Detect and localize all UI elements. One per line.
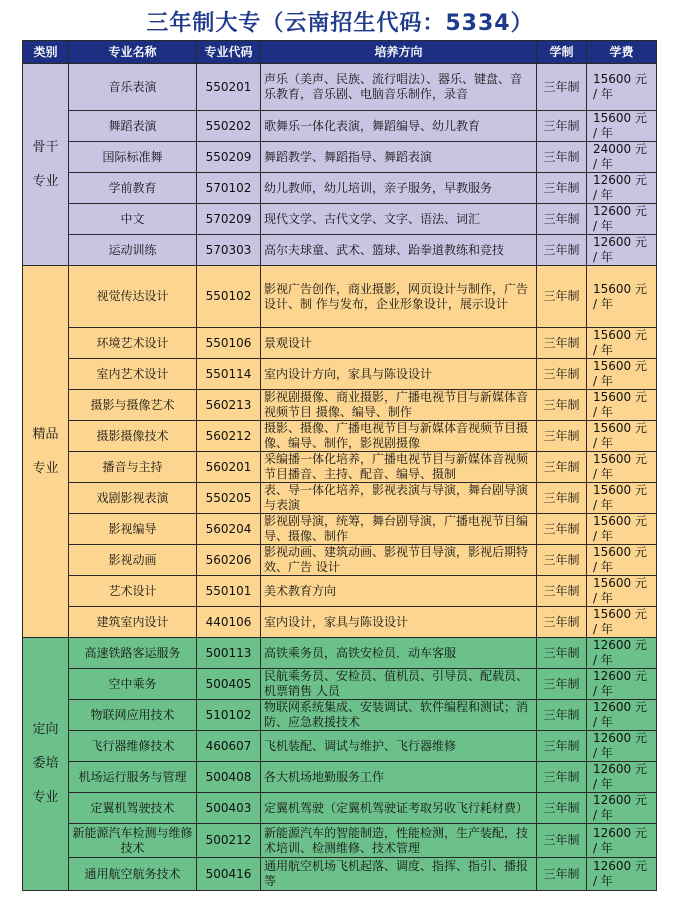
major-name-cell: 戏剧影视表演: [69, 483, 197, 514]
table-row: [23, 452, 657, 483]
tuition-cell: 12600 元 / 年: [587, 235, 657, 266]
table-row: [23, 762, 657, 793]
tuition-cell: 15600 元 / 年: [587, 64, 657, 111]
duration-cell: 三年制: [537, 731, 587, 762]
direction-cell: 表、导一体化培养，影视表演与导演，舞台剧导演与表演: [261, 483, 537, 514]
tuition-cell: 12600 元 / 年: [587, 669, 657, 700]
major-name-cell: 建筑室内设计: [69, 607, 197, 638]
table-row: [23, 514, 657, 545]
table-body: [23, 64, 657, 891]
category-label: 精品: [32, 426, 59, 442]
tuition-cell: 15600 元 / 年: [587, 545, 657, 576]
major-code-cell: 500403: [197, 793, 261, 824]
direction-cell: 民航乘务员、安检员、值机员、引导员、配载员、机票销售 人员: [261, 669, 537, 700]
duration-cell: 三年制: [537, 514, 587, 545]
table-row: [23, 607, 657, 638]
duration-cell: 三年制: [537, 607, 587, 638]
direction-cell: 声乐（美声、民族、流行唱法）、器乐、键盘、音乐教育，音乐剧、电脑音乐制作，录音: [261, 64, 537, 111]
major-code-cell: 560213: [197, 390, 261, 421]
tuition-cell: 12600 元 / 年: [587, 731, 657, 762]
direction-cell: 舞蹈教学、舞蹈指导、舞蹈表演: [261, 142, 537, 173]
duration-cell: 三年制: [537, 576, 587, 607]
major-code-cell: 550209: [197, 142, 261, 173]
major-code-cell: 550101: [197, 576, 261, 607]
duration-cell: 三年制: [537, 111, 587, 142]
major-code-cell: 570303: [197, 235, 261, 266]
tuition-cell: 15600 元 / 年: [587, 359, 657, 390]
major-code-cell: 550102: [197, 266, 261, 328]
major-name-cell: 飞行器维修技术: [69, 731, 197, 762]
direction-cell: 影视剧导演，统筹，舞台剧导演，广播电视节目编导、摄像、制作: [261, 514, 537, 545]
tuition-cell: 15600 元 / 年: [587, 514, 657, 545]
major-name-cell: 机场运行服务与管理: [69, 762, 197, 793]
header-major-code: 专业代码: [197, 41, 261, 64]
major-code-cell: 500405: [197, 669, 261, 700]
table-row: [23, 421, 657, 452]
duration-cell: 三年制: [537, 421, 587, 452]
tuition-cell: 12600 元 / 年: [587, 793, 657, 824]
duration-cell: 三年制: [537, 545, 587, 576]
major-name-cell: 国际标准舞: [69, 142, 197, 173]
major-name-cell: 通用航空航务技术: [69, 858, 197, 891]
header-direction: 培养方向: [261, 41, 537, 64]
major-name-cell: 高速铁路客运服务: [69, 638, 197, 669]
tuition-cell: 15600 元 / 年: [587, 576, 657, 607]
table-row: [23, 824, 657, 858]
major-name-cell: 定翼机驾驶技术: [69, 793, 197, 824]
category-label: 定向: [32, 722, 59, 737]
tuition-cell: 15600 元 / 年: [587, 452, 657, 483]
major-code-cell: 570102: [197, 173, 261, 204]
direction-cell: 各大机场地勤服务工作: [261, 762, 537, 793]
major-name-cell: 影视编导: [69, 514, 197, 545]
major-name-cell: 影视动画: [69, 545, 197, 576]
header-category: 类别: [23, 41, 69, 64]
table-row: [23, 390, 657, 421]
major-name-cell: 运动训练: [69, 235, 197, 266]
tuition-cell: 12600 元 / 年: [587, 762, 657, 793]
major-name-cell: 学前教育: [69, 173, 197, 204]
major-name-cell: 视觉传达设计: [69, 266, 197, 328]
direction-cell: 摄影、摄像、广播电视节目与新媒体音视频节目摄像、编导、制作，影视剧摄像: [261, 421, 537, 452]
direction-cell: 飞机装配、调试与维护、飞行器维修: [261, 731, 537, 762]
tuition-cell: 15600 元 / 年: [587, 390, 657, 421]
direction-cell: 景观设计: [261, 328, 537, 359]
table-row: [23, 266, 657, 328]
tuition-cell: 15600 元 / 年: [587, 421, 657, 452]
program-table: [22, 40, 657, 891]
duration-cell: 三年制: [537, 142, 587, 173]
duration-cell: 三年制: [537, 266, 587, 328]
tuition-cell: 12600 元 / 年: [587, 824, 657, 858]
duration-cell: 三年制: [537, 359, 587, 390]
major-name-cell: 摄影与摄像艺术: [69, 390, 197, 421]
duration-cell: 三年制: [537, 452, 587, 483]
duration-cell: 三年制: [537, 328, 587, 359]
table-row: [23, 111, 657, 142]
direction-cell: 影视广告创作，商业摄影，网页设计与制作，广告设计、制 作与发布，企业形象设计，展示设计: [261, 266, 537, 328]
table-row: [23, 483, 657, 514]
tuition-cell: 15600 元 / 年: [587, 607, 657, 638]
duration-cell: 三年制: [537, 390, 587, 421]
category-label: 专业: [32, 790, 59, 805]
major-code-cell: 560206: [197, 545, 261, 576]
table-row: [23, 64, 657, 111]
major-name-cell: 室内艺术设计: [69, 359, 197, 390]
duration-cell: 三年制: [537, 669, 587, 700]
direction-cell: 影视动画、建筑动画、影视节目导演，影视后期特效、广告 设计: [261, 545, 537, 576]
major-code-cell: 570209: [197, 204, 261, 235]
major-code-cell: 560212: [197, 421, 261, 452]
major-code-cell: 510102: [197, 700, 261, 731]
header-tuition: 学费: [587, 41, 657, 64]
direction-cell: 室内设计方向，家具与陈设设计: [261, 359, 537, 390]
major-code-cell: 500408: [197, 762, 261, 793]
direction-cell: 幼儿教师，幼儿培训，亲子服务，早教服务: [261, 173, 537, 204]
duration-cell: 三年制: [537, 173, 587, 204]
major-name-cell: 舞蹈表演: [69, 111, 197, 142]
tuition-cell: 15600 元 / 年: [587, 266, 657, 328]
major-code-cell: 560204: [197, 514, 261, 545]
major-name-cell: 环境艺术设计: [69, 328, 197, 359]
category-label: 专业: [32, 460, 59, 476]
tuition-cell: 15600 元 / 年: [587, 328, 657, 359]
major-name-cell: 播音与主持: [69, 452, 197, 483]
major-code-cell: 500416: [197, 858, 261, 891]
table-row: [23, 669, 657, 700]
page-title: 三年制大专（云南招生代码：5334）: [146, 11, 534, 36]
major-code-cell: 550114: [197, 359, 261, 390]
major-name-cell: 中文: [69, 204, 197, 235]
table-row: [23, 545, 657, 576]
direction-cell: 影视剧摄像、商业摄影，广播电视节目与新媒体音视频节目 摄像、编导、制作: [261, 390, 537, 421]
direction-cell: 室内设计，家具与陈设设计: [261, 607, 537, 638]
tuition-cell: 15600 元 / 年: [587, 111, 657, 142]
table-row: [23, 142, 657, 173]
table-row: [23, 576, 657, 607]
category-cell: [23, 266, 69, 638]
category-cell: [23, 64, 69, 266]
table-row: [23, 638, 657, 669]
major-name-cell: 空中乘务: [69, 669, 197, 700]
tuition-cell: 15600 元 / 年: [587, 483, 657, 514]
direction-cell: 通用航空机场飞机起落、调度、指挥、指引、播报等: [261, 858, 537, 891]
direction-cell: 定翼机驾驶（定翼机驾驶证考取另收飞行耗材费）: [261, 793, 537, 824]
direction-cell: 新能源汽车的智能制造，性能检测，生产装配，技术培训、检测维修、技术管理: [261, 824, 537, 858]
table-row: [23, 858, 657, 891]
tuition-cell: 12600 元 / 年: [587, 173, 657, 204]
table-row: [23, 328, 657, 359]
major-name-cell: 新能源汽车检测与维修技术: [69, 824, 197, 858]
table-row: [23, 700, 657, 731]
major-name-cell: 物联网应用技术: [69, 700, 197, 731]
tuition-cell: 12600 元 / 年: [587, 638, 657, 669]
header-major-name: 专业名称: [69, 41, 197, 64]
category-label: 专业: [32, 173, 59, 189]
major-code-cell: 460607: [197, 731, 261, 762]
duration-cell: 三年制: [537, 762, 587, 793]
major-name-cell: 摄影摄像技术: [69, 421, 197, 452]
category-label: 委培: [32, 756, 59, 771]
major-name-cell: 音乐表演: [69, 64, 197, 111]
tuition-cell: 12600 元 / 年: [587, 204, 657, 235]
table-header-row: [23, 41, 657, 64]
tuition-cell: 24000 元 / 年: [587, 142, 657, 173]
table-row: [23, 731, 657, 762]
category-cell: [23, 638, 69, 891]
table-row: [23, 204, 657, 235]
table-row: [23, 359, 657, 390]
duration-cell: 三年制: [537, 824, 587, 858]
duration-cell: 三年制: [537, 483, 587, 514]
major-code-cell: 550201: [197, 64, 261, 111]
duration-cell: 三年制: [537, 638, 587, 669]
direction-cell: 歌舞乐一体化表演，舞蹈编导、幼儿教育: [261, 111, 537, 142]
direction-cell: 物联网系统集成、安装调试、软件编程和测试；消防、应急救援技术: [261, 700, 537, 731]
table-row: [23, 235, 657, 266]
duration-cell: 三年制: [537, 793, 587, 824]
category-label: 骨干: [32, 139, 59, 155]
tuition-cell: 12600 元 / 年: [587, 858, 657, 891]
major-name-cell: 艺术设计: [69, 576, 197, 607]
duration-cell: 三年制: [537, 204, 587, 235]
major-code-cell: 500212: [197, 824, 261, 858]
direction-cell: 高尔夫球童、武术、篮球、跆拳道教练和竞技: [261, 235, 537, 266]
table-row: [23, 793, 657, 824]
major-code-cell: 560201: [197, 452, 261, 483]
major-code-cell: 440106: [197, 607, 261, 638]
direction-cell: 现代文学、古代文学、文字、语法、词汇: [261, 204, 537, 235]
major-code-cell: 550202: [197, 111, 261, 142]
direction-cell: 美术教育方向: [261, 576, 537, 607]
major-code-cell: 550106: [197, 328, 261, 359]
direction-cell: 高铁乘务员，高铁安检员．动车客服: [261, 638, 537, 669]
table-row: [23, 173, 657, 204]
duration-cell: 三年制: [537, 64, 587, 111]
header-duration: 学制: [537, 41, 587, 64]
major-code-cell: 500113: [197, 638, 261, 669]
duration-cell: 三年制: [537, 858, 587, 891]
direction-cell: 采编播一体化培养，广播电视节目与新媒体音视频节目播音、主持、配音、编导、摄制: [261, 452, 537, 483]
tuition-cell: 12600 元 / 年: [587, 700, 657, 731]
duration-cell: 三年制: [537, 235, 587, 266]
major-code-cell: 550205: [197, 483, 261, 514]
duration-cell: 三年制: [537, 700, 587, 731]
